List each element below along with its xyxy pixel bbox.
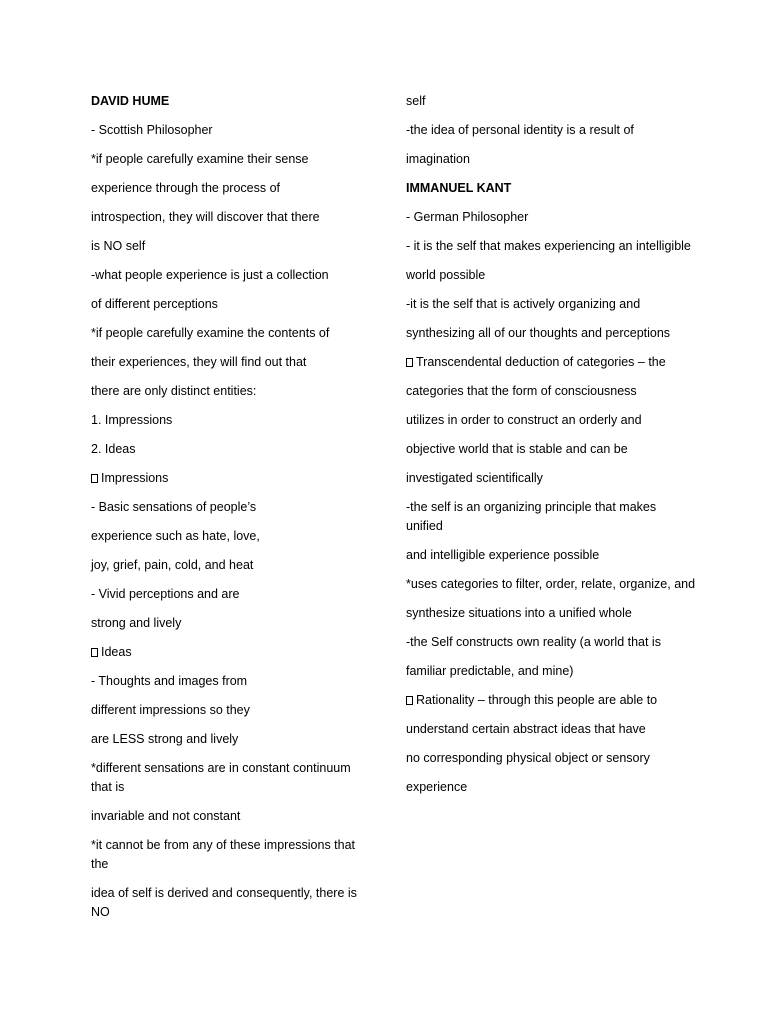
text-line xyxy=(406,778,696,797)
line-text: self xyxy=(406,94,426,108)
text-line xyxy=(91,556,371,575)
line-text: is NO self xyxy=(91,239,146,253)
text-line xyxy=(91,121,371,140)
text-line xyxy=(406,324,696,343)
text-line xyxy=(406,208,696,227)
text-line xyxy=(91,266,371,285)
text-line xyxy=(406,295,696,314)
line-text: *if people carefully examine the contents of xyxy=(91,326,330,340)
text-line xyxy=(406,720,696,739)
line-text: *uses categories to filter, order, relate, organize, and xyxy=(406,577,696,591)
text-line xyxy=(406,353,696,372)
line-text: - German Philosopher xyxy=(406,210,529,224)
line-text: Transcendental deduction of categories – the xyxy=(416,355,666,369)
line-text: *if people carefully examine their sense xyxy=(91,152,309,166)
text-line xyxy=(91,382,371,401)
text-line xyxy=(91,179,371,198)
text-line xyxy=(91,295,371,314)
text-line xyxy=(406,237,696,256)
bullet-box-icon xyxy=(91,474,98,483)
text-line xyxy=(91,807,371,826)
text-line xyxy=(91,411,371,430)
text-line xyxy=(91,836,371,874)
line-text: understand certain abstract ideas that have xyxy=(406,722,646,736)
line-text: -the self is an organizing principle that makes unified xyxy=(406,500,657,533)
line-text: - Thoughts and images from xyxy=(91,674,248,688)
text-line xyxy=(91,208,371,227)
text-line xyxy=(406,382,696,401)
text-line xyxy=(91,527,371,546)
line-text: Rationality – through this people are able to xyxy=(416,693,658,707)
text-line xyxy=(91,498,371,517)
line-text: experience such as hate, love, xyxy=(91,529,260,543)
line-text: experience through the process of xyxy=(91,181,281,195)
line-text: synthesize situations into a unified whole xyxy=(406,606,632,620)
text-line xyxy=(91,353,371,372)
text-line xyxy=(406,469,696,488)
line-text: -the Self constructs own reality (a world that is xyxy=(406,635,661,649)
text-line xyxy=(406,440,696,459)
line-text: different impressions so they xyxy=(91,703,250,717)
right-column xyxy=(406,92,696,807)
section-heading xyxy=(406,179,696,198)
line-text: invariable and not constant xyxy=(91,809,241,823)
line-text: -it is the self that is actively organizing and xyxy=(406,297,641,311)
text-line xyxy=(91,324,371,343)
text-line xyxy=(91,701,371,720)
line-text: *it cannot be from any of these impressions that the xyxy=(91,838,356,871)
text-line xyxy=(91,672,371,691)
bullet-box-icon xyxy=(91,648,98,657)
text-line xyxy=(406,92,696,111)
line-text: - Vivid perceptions and are xyxy=(91,587,240,601)
text-line xyxy=(91,440,371,459)
text-line xyxy=(406,411,696,430)
text-line xyxy=(91,643,371,662)
text-line xyxy=(406,604,696,623)
text-line xyxy=(91,585,371,604)
text-line xyxy=(91,150,371,169)
line-text: idea of self is derived and consequently, there is NO xyxy=(91,886,357,919)
line-text: DAVID HUME xyxy=(91,94,170,108)
left-column xyxy=(91,92,371,932)
line-text: -what people experience is just a collection xyxy=(91,268,329,282)
line-text: 1. Impressions xyxy=(91,413,173,427)
text-line xyxy=(406,662,696,681)
text-line xyxy=(406,546,696,565)
line-text: IMMANUEL KANT xyxy=(406,181,512,195)
line-text: utilizes in order to construct an orderly and xyxy=(406,413,642,427)
line-text: synthesizing all of our thoughts and perceptions xyxy=(406,326,671,340)
text-line xyxy=(406,150,696,169)
bullet-box-icon xyxy=(406,358,413,367)
line-text: familiar predictable, and mine) xyxy=(406,664,574,678)
line-text: - it is the self that makes experiencing an intelligible xyxy=(406,239,691,253)
line-text: objective world that is stable and can be xyxy=(406,442,628,456)
text-line xyxy=(406,266,696,285)
text-line xyxy=(91,614,371,633)
text-line xyxy=(91,759,371,797)
text-line xyxy=(406,575,696,594)
line-text: experience xyxy=(406,780,468,794)
line-text: Ideas xyxy=(101,645,132,659)
text-line xyxy=(406,121,696,140)
line-text: joy, grief, pain, cold, and heat xyxy=(91,558,254,572)
line-text: their experiences, they will find out that xyxy=(91,355,307,369)
text-line xyxy=(91,469,371,488)
line-text: imagination xyxy=(406,152,470,166)
line-text: - Scottish Philosopher xyxy=(91,123,213,137)
line-text: world possible xyxy=(406,268,486,282)
line-text: introspection, they will discover that there xyxy=(91,210,320,224)
line-text: - Basic sensations of people’s xyxy=(91,500,257,514)
line-text: are LESS strong and lively xyxy=(91,732,239,746)
line-text: categories that the form of consciousness xyxy=(406,384,637,398)
section-heading xyxy=(91,92,371,111)
text-line xyxy=(406,498,696,536)
text-line xyxy=(91,237,371,256)
line-text: and intelligible experience possible xyxy=(406,548,600,562)
text-line xyxy=(406,749,696,768)
line-text: *different sensations are in constant continuum that is xyxy=(91,761,351,794)
line-text: no corresponding physical object or sensory xyxy=(406,751,650,765)
line-text: investigated scientifically xyxy=(406,471,543,485)
text-line xyxy=(91,884,371,922)
text-line xyxy=(91,730,371,749)
line-text: 2. Ideas xyxy=(91,442,136,456)
text-line xyxy=(406,691,696,710)
line-text: of different perceptions xyxy=(91,297,218,311)
line-text: -the idea of personal identity is a result of xyxy=(406,123,634,137)
text-line xyxy=(406,633,696,652)
bullet-box-icon xyxy=(406,696,413,705)
line-text: Impressions xyxy=(101,471,169,485)
line-text: there are only distinct entities: xyxy=(91,384,257,398)
line-text: strong and lively xyxy=(91,616,182,630)
